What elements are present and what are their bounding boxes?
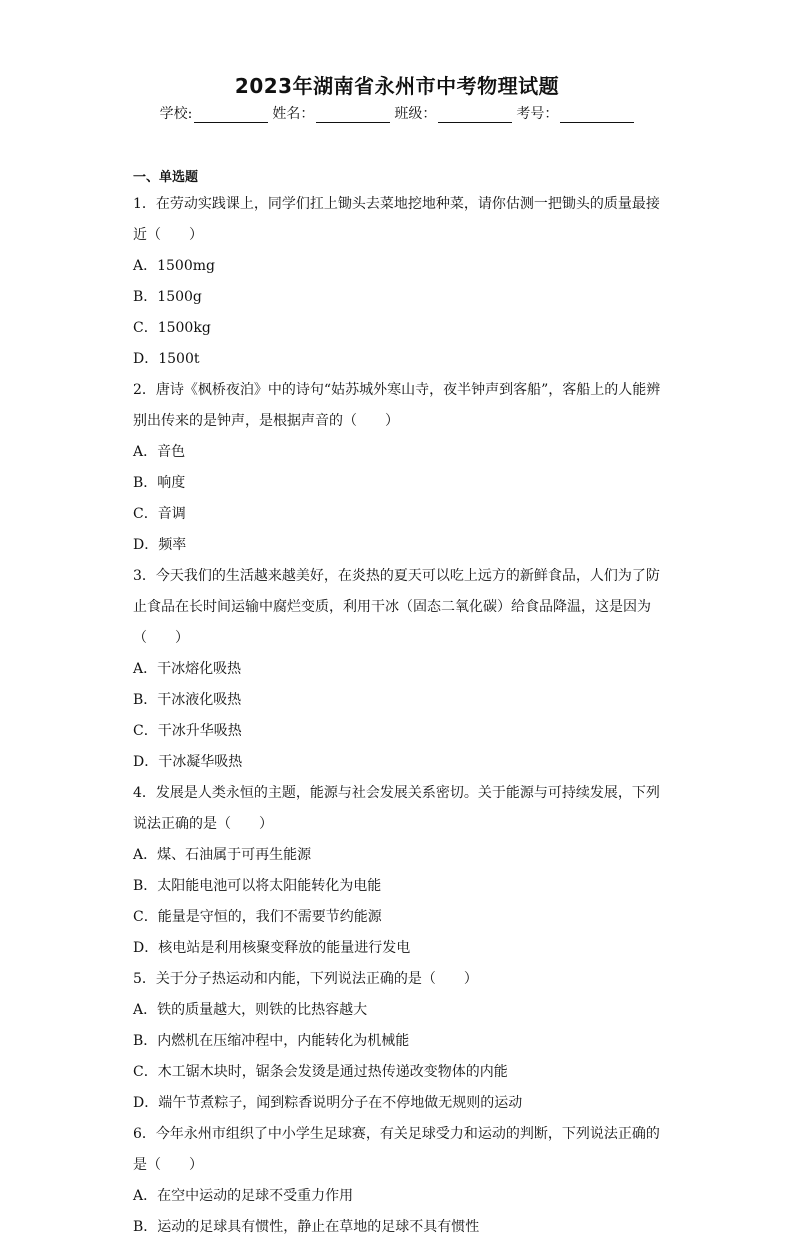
exam-number-label: 考号： — [516, 106, 559, 122]
student-info-row — [0, 103, 794, 123]
answer-option[interactable]: B．内燃机在压缩冲程中，内能转化为机械能 — [133, 1033, 410, 1049]
option-list — [133, 995, 663, 1119]
name-label: 姓名： — [272, 106, 315, 122]
answer-option[interactable]: B．干冰液化吸热 — [133, 692, 242, 708]
question-list — [133, 189, 663, 1243]
question-5 — [133, 964, 663, 1119]
answer-option[interactable]: B．运动的足球具有惯性，静止在草地的足球不具有惯性 — [133, 1219, 480, 1235]
question-1 — [133, 189, 663, 375]
class-label: 班级： — [394, 106, 437, 122]
question-text: 3．今天我们的生活越来越美好，在炎热的夏天可以吃上远方的新鲜食品，人们为了防止食品在长时间运输中腐烂变质，利用干冰（固态二氧化碳）给食品降温，这是因为（ ） — [133, 568, 660, 646]
answer-option[interactable]: A．干冰熔化吸热 — [133, 661, 242, 677]
answer-option[interactable]: C．音调 — [133, 506, 186, 522]
answer-option[interactable]: A．煤、石油属于可再生能源 — [133, 847, 312, 863]
option-list — [133, 437, 663, 561]
answer-option[interactable]: C．干冰升华吸热 — [133, 723, 242, 739]
option-list — [133, 251, 663, 375]
question-text: 6．今年永州市组织了中小学生足球赛，有关足球受力和运动的判断，下列说法正确的是（ ） — [133, 1126, 660, 1173]
exam-number-blank[interactable] — [560, 108, 634, 123]
answer-option[interactable]: D．干冰凝华吸热 — [133, 754, 243, 770]
answer-option[interactable]: C．1500kg — [133, 320, 211, 336]
question-3 — [133, 561, 663, 778]
answer-option[interactable]: A．在空中运动的足球不受重力作用 — [133, 1188, 354, 1204]
name-blank[interactable] — [316, 108, 390, 123]
exam-title: 2023年湖南省永州市中考物理试题 — [234, 74, 560, 98]
question-2 — [133, 375, 663, 561]
answer-option[interactable]: D．核电站是利用核聚变释放的能量进行发电 — [133, 940, 411, 956]
name-field[interactable] — [272, 103, 390, 123]
answer-option[interactable]: C．木工锯木块时，锯条会发烫是通过热传递改变物体的内能 — [133, 1064, 508, 1080]
answer-option[interactable]: B．太阳能电池可以将太阳能转化为电能 — [133, 878, 382, 894]
question-text: 5．关于分子热运动和内能，下列说法正确的是（ ） — [133, 971, 478, 987]
answer-option[interactable]: B．响度 — [133, 475, 186, 491]
school-blank[interactable] — [194, 108, 268, 123]
answer-option[interactable]: D．端午节煮粽子，闻到粽香说明分子在不停地做无规则的运动 — [133, 1095, 523, 1111]
answer-option[interactable]: B．1500g — [133, 289, 202, 305]
answer-option[interactable]: D．频率 — [133, 537, 187, 553]
question-6 — [133, 1119, 663, 1243]
school-field[interactable] — [160, 103, 269, 123]
class-field[interactable] — [394, 103, 512, 123]
question-text: 2．唐诗《枫桥夜泊》中的诗句“姑苏城外寒山寺，夜半钟声到客船”，客船上的人能辨别出传来的是钟声，是根据声音的（ ） — [133, 382, 661, 429]
school-label: 学校: — [159, 106, 193, 122]
option-list — [133, 1181, 663, 1243]
question-text: 1．在劳动实践课上，同学们扛上锄头去菜地挖地种菜，请你估测一把锄头的质量最接近（ ） — [133, 196, 660, 243]
question-text: 4．发展是人类永恒的主题，能源与社会发展关系密切。关于能源与可持续发展，下列说法正确的是（ ） — [133, 785, 660, 832]
option-list — [133, 840, 663, 964]
section-heading: 一、单选题 — [133, 170, 199, 185]
answer-option[interactable]: A．1500mg — [133, 258, 215, 274]
option-list — [133, 654, 663, 778]
answer-option[interactable]: A．铁的质量越大，则铁的比热容越大 — [133, 1002, 368, 1018]
answer-option[interactable]: D．1500t — [133, 351, 200, 367]
answer-option[interactable]: A．音色 — [133, 444, 186, 460]
exam-number-field[interactable] — [516, 103, 634, 123]
question-4 — [133, 778, 663, 964]
answer-option[interactable]: C．能量是守恒的，我们不需要节约能源 — [133, 909, 382, 925]
class-blank[interactable] — [438, 108, 512, 123]
